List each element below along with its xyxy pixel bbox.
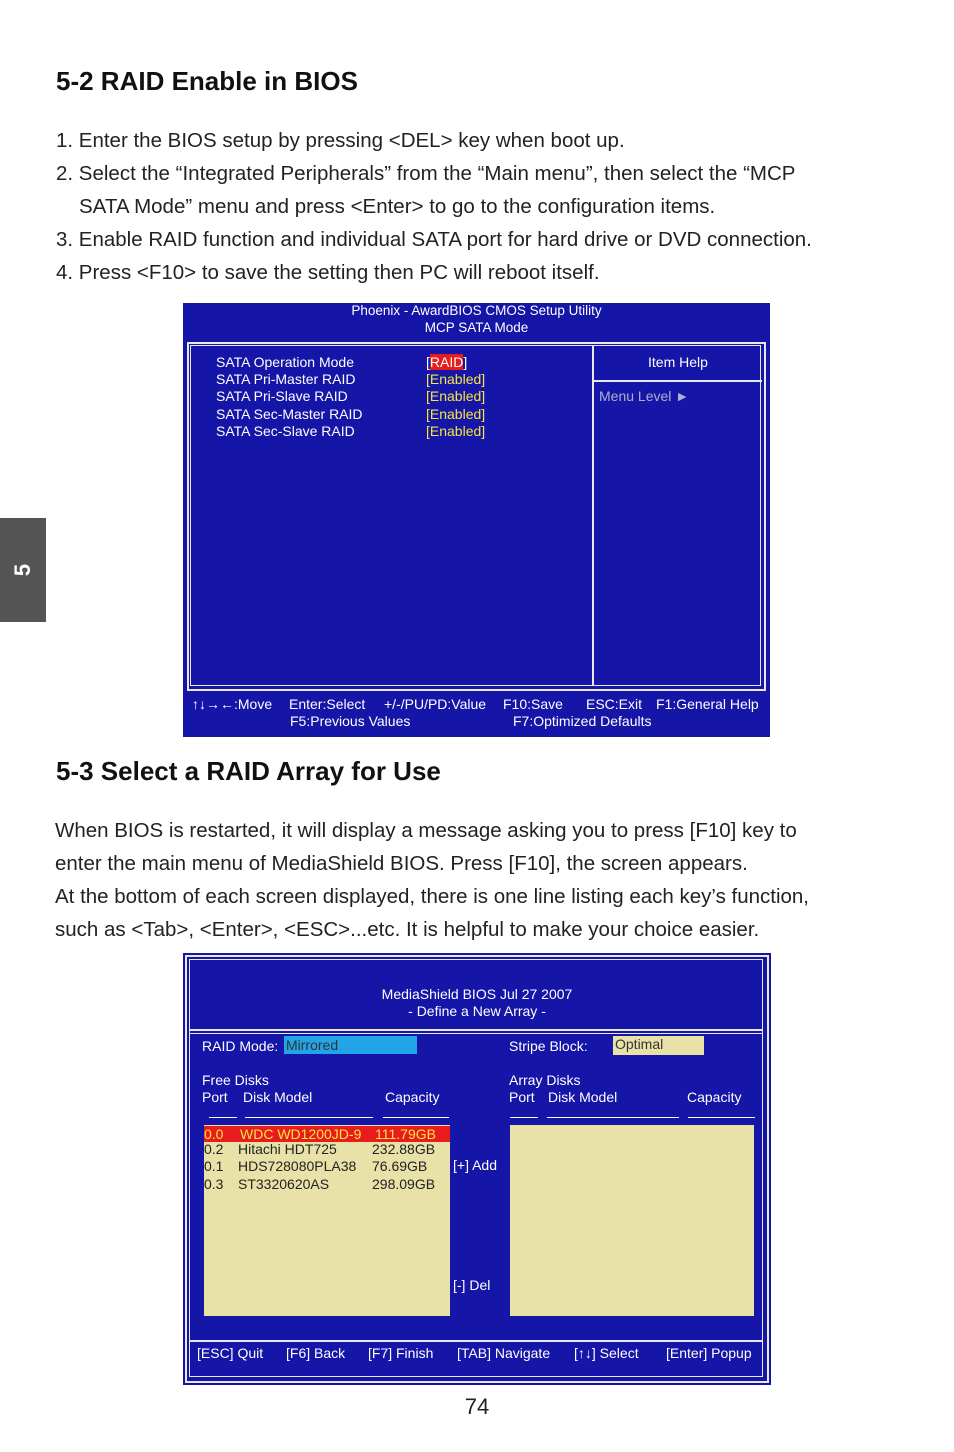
footer-key-back: [F6] Back [286,1345,346,1361]
bios-item-value[interactable]: [Enabled] [426,388,486,404]
stripe-block-value: Optimal [615,1036,664,1052]
disk-capacity: 76.69GB [372,1158,428,1174]
disk-port: 0.1 [204,1158,224,1174]
header-underline [688,1117,755,1118]
bios-item-value[interactable]: [Enabled] [426,371,486,387]
header-underline [383,1117,449,1118]
chapter-number: 5 [10,563,35,577]
ms-title-separator [190,1029,762,1031]
footer-key-select: Enter:Select [289,696,366,712]
step-3: 3. Enable RAID function and individual SATA port for hard drive or DVD connection. [56,228,812,251]
free-col-model: Disk Model [243,1089,313,1105]
ms-title: MediaShield BIOS Jul 27 2007 [381,986,573,1002]
footer-key-defaults: F7:Optimized Defaults [513,713,652,729]
list-item[interactable] [204,1158,450,1175]
bios-subtitle: MCP SATA Mode [424,320,529,335]
array-col-capacity: Capacity [687,1089,742,1105]
stripe-block-field[interactable] [613,1036,704,1055]
raid-mode-field[interactable] [284,1036,417,1054]
paragraph-line-1: When BIOS is restarted, it will display a message asking you to press [F10] key to [55,819,797,842]
section-title-raid-enable: 5-2 RAID Enable in BIOS [56,66,358,96]
disk-port: 0.2 [204,1141,224,1157]
disk-model: ST3320620AS [238,1176,330,1192]
menu-level-text: Menu Level ► [599,388,690,404]
disk-port: 0.3 [204,1176,224,1192]
disk-model: HDS728080PLA38 [238,1158,357,1174]
free-disks-list[interactable] [204,1125,450,1316]
help-divider [594,380,762,382]
footer-key-navigate: [TAB] Navigate [457,1345,551,1361]
stripe-block-label: Stripe Block: [509,1038,588,1054]
free-col-capacity: Capacity [385,1089,440,1105]
paragraph-line-4: such as <Tab>, <Enter>, <ESC>...etc. It is helpful to make your choice easier. [55,918,760,941]
raid-mode-value: Mirrored [286,1037,339,1053]
bios-item-label[interactable]: SATA Sec-Master RAID [216,406,363,422]
bios-setup-screen [183,303,770,737]
mediashield-screen [183,953,771,1385]
footer-key-help: F1:General Help [656,696,759,712]
footer-key-popup: [Enter] Popup [666,1345,752,1361]
step-2-continued: SATA Mode” menu and press <Enter> to go to the configuration items. [79,195,716,218]
list-item[interactable] [204,1176,450,1193]
array-col-model: Disk Model [548,1089,618,1105]
ms-subtitle: - Define a New Array - [408,1003,546,1019]
raid-highlight: RAID [429,354,464,370]
step-2: 2. Select the “Integrated Peripherals” from the “Main menu”, then select the “MCP [56,162,796,185]
bios-item-label[interactable]: SATA Operation Mode [216,354,354,370]
footer-key-quit: [ESC] Quit [197,1345,264,1361]
step-1: 1. Enter the BIOS setup by pressing <DEL> key when boot up. [56,129,625,152]
ms-title-separator-2 [190,1033,762,1034]
disk-model: Hitachi HDT725 [238,1141,337,1157]
array-disks-list[interactable] [510,1125,754,1316]
header-underline [245,1117,373,1118]
ms-footer-separator [190,1340,762,1342]
footer-key-select: [↑↓] Select [574,1345,639,1361]
array-col-port: Port [509,1089,535,1105]
bios-item-value-selected[interactable]: [RAID] [426,354,468,370]
header-underline [547,1117,679,1118]
disk-capacity: 111.79GB [375,1126,436,1142]
array-disks-label: Array Disks [509,1072,581,1088]
disk-port: 0.0 [204,1126,224,1142]
footer-key-move: ↑↓→←:Move [192,696,273,712]
bios-item-value[interactable]: [Enabled] [426,423,486,439]
step-4: 4. Press <F10> to save the setting then PC will reboot itself. [56,261,600,284]
footer-key-value: +/-/PU/PD:Value [384,696,487,712]
disk-capacity: 232.88GB [372,1141,436,1157]
raid-mode-label: RAID Mode: [202,1038,279,1054]
disk-capacity: 298.09GB [372,1176,436,1192]
disk-model: WDC WD1200JD-9 [240,1126,362,1142]
header-underline [209,1117,237,1118]
item-help-heading: Item Help [648,354,708,370]
footer-key-finish: [F7] Finish [368,1345,434,1361]
bios-item-label[interactable]: SATA Pri-Slave RAID [216,388,348,404]
bios-item-label[interactable]: SATA Pri-Master RAID [216,371,356,387]
free-disks-label: Free Disks [202,1072,269,1088]
bios-item-label[interactable]: SATA Sec-Slave RAID [216,423,355,439]
free-col-port: Port [202,1089,228,1105]
page-number: 74 [464,1394,490,1419]
paragraph-line-3: At the bottom of each screen displayed, there is one line listing each key’s function, [55,885,810,908]
list-item[interactable] [204,1141,450,1158]
header-underline [510,1117,538,1118]
footer-key-exit: ESC:Exit [586,696,643,712]
paragraph-line-2: enter the main menu of MediaShield BIOS. Press [F10], the screen appears. [55,852,748,875]
footer-key-previous: F5:Previous Values [290,713,411,729]
section-title-select-raid: 5-3 Select a RAID Array for Use [56,756,441,786]
delete-disk-button[interactable]: [-] Del [453,1277,491,1293]
chapter-tab [0,518,46,622]
add-disk-button[interactable]: [+] Add [453,1157,497,1173]
bios-title: Phoenix - AwardBIOS CMOS Setup Utility [351,303,602,318]
bios-divider [592,345,594,686]
bios-item-value[interactable]: [Enabled] [426,406,486,422]
list-item-selected[interactable] [204,1126,450,1142]
footer-key-save: F10:Save [503,696,563,712]
